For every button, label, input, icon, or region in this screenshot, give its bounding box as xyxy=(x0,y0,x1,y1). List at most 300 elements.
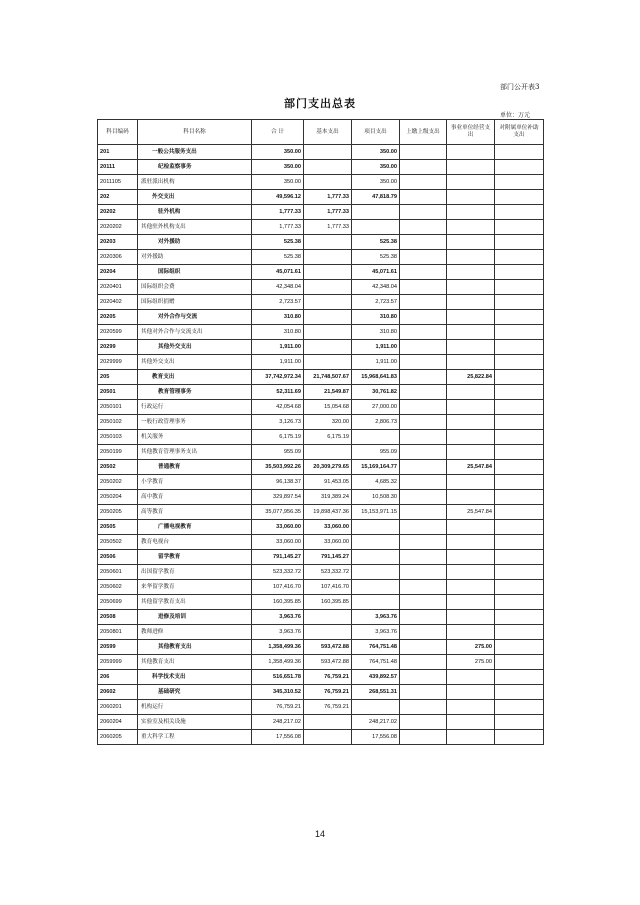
table-row xyxy=(98,685,544,700)
cell-project: 15,968,641.83 xyxy=(352,370,400,385)
cell-business xyxy=(447,430,495,445)
cell-subsidy xyxy=(495,160,544,175)
cell-upper xyxy=(400,625,447,640)
cell-basic: 523,332.72 xyxy=(304,565,352,580)
cell-total: 49,596.12 xyxy=(252,190,304,205)
cell-basic xyxy=(304,610,352,625)
cell-basic xyxy=(304,445,352,460)
cell-upper xyxy=(400,355,447,370)
cell-upper xyxy=(400,445,447,460)
cell-code: 2050103 xyxy=(98,430,138,445)
table-row xyxy=(98,625,544,640)
header-business: 事业单位经营支出 xyxy=(447,120,495,145)
table-row xyxy=(98,415,544,430)
cell-subsidy xyxy=(495,265,544,280)
cell-code: 2020402 xyxy=(98,295,138,310)
cell-code: 205 xyxy=(98,370,138,385)
table-row xyxy=(98,280,544,295)
cell-upper xyxy=(400,685,447,700)
expenditure-table xyxy=(97,119,544,745)
cell-upper xyxy=(400,160,447,175)
cell-name: 一般公共服务支出 xyxy=(138,145,252,160)
cell-subsidy xyxy=(495,700,544,715)
cell-business xyxy=(447,340,495,355)
table-row xyxy=(98,595,544,610)
cell-name: 科学技术支出 xyxy=(138,670,252,685)
cell-upper xyxy=(400,385,447,400)
cell-total: 160,395.85 xyxy=(252,595,304,610)
cell-project xyxy=(352,550,400,565)
cell-code: 20204 xyxy=(98,265,138,280)
cell-basic xyxy=(304,280,352,295)
cell-upper xyxy=(400,145,447,160)
cell-basic: 76,759.21 xyxy=(304,685,352,700)
table-row xyxy=(98,310,544,325)
cell-name: 派驻派出机构 xyxy=(138,175,252,190)
cell-business xyxy=(447,490,495,505)
cell-total: 107,416.70 xyxy=(252,580,304,595)
header-code: 科目编码 xyxy=(98,120,138,145)
cell-basic xyxy=(304,340,352,355)
cell-name: 基础研究 xyxy=(138,685,252,700)
table-row xyxy=(98,175,544,190)
cell-subsidy xyxy=(495,430,544,445)
cell-total: 35,077,956.35 xyxy=(252,505,304,520)
cell-upper xyxy=(400,415,447,430)
cell-code: 20506 xyxy=(98,550,138,565)
cell-project xyxy=(352,700,400,715)
cell-subsidy xyxy=(495,550,544,565)
cell-name: 其他驻外机构支出 xyxy=(138,220,252,235)
cell-total: 45,071.61 xyxy=(252,265,304,280)
header-total: 合 计 xyxy=(252,120,304,145)
cell-basic xyxy=(304,625,352,640)
cell-upper xyxy=(400,280,447,295)
cell-basic: 320.00 xyxy=(304,415,352,430)
cell-code: 2050801 xyxy=(98,625,138,640)
cell-name: 教育管理事务 xyxy=(138,385,252,400)
cell-upper xyxy=(400,205,447,220)
cell-total: 350.00 xyxy=(252,175,304,190)
cell-code: 20505 xyxy=(98,520,138,535)
cell-total: 1,777.33 xyxy=(252,220,304,235)
cell-upper xyxy=(400,310,447,325)
cell-basic: 107,416.70 xyxy=(304,580,352,595)
cell-project xyxy=(352,595,400,610)
cell-basic: 1,777.33 xyxy=(304,205,352,220)
cell-business: 275.00 xyxy=(447,655,495,670)
cell-upper xyxy=(400,595,447,610)
cell-upper xyxy=(400,535,447,550)
cell-upper xyxy=(400,460,447,475)
cell-subsidy xyxy=(495,565,544,580)
cell-business xyxy=(447,535,495,550)
cell-total: 35,503,992.26 xyxy=(252,460,304,475)
cell-code: 2020306 xyxy=(98,250,138,265)
cell-total: 3,963.76 xyxy=(252,610,304,625)
cell-total: 76,759.21 xyxy=(252,700,304,715)
cell-business xyxy=(447,610,495,625)
cell-project: 955.09 xyxy=(352,445,400,460)
cell-total: 1,358,499.36 xyxy=(252,655,304,670)
cell-total: 52,311.69 xyxy=(252,385,304,400)
cell-code: 201 xyxy=(98,145,138,160)
cell-code: 2060204 xyxy=(98,715,138,730)
cell-project: 268,551.31 xyxy=(352,685,400,700)
cell-upper xyxy=(400,655,447,670)
cell-name: 普通教育 xyxy=(138,460,252,475)
cell-name: 国际组织 xyxy=(138,265,252,280)
table-row xyxy=(98,640,544,655)
header-project: 项目支出 xyxy=(352,120,400,145)
table-row xyxy=(98,715,544,730)
table-row xyxy=(98,400,544,415)
cell-subsidy xyxy=(495,385,544,400)
cell-business xyxy=(447,475,495,490)
table-header-row xyxy=(98,120,544,145)
table-row xyxy=(98,460,544,475)
cell-total: 516,651.78 xyxy=(252,670,304,685)
cell-total: 33,060.00 xyxy=(252,535,304,550)
table-row xyxy=(98,340,544,355)
cell-upper xyxy=(400,670,447,685)
cell-name: 其他教育管理事务支出 xyxy=(138,445,252,460)
cell-basic: 319,389.24 xyxy=(304,490,352,505)
cell-name: 高等教育 xyxy=(138,505,252,520)
cell-business xyxy=(447,670,495,685)
cell-name: 进修及培训 xyxy=(138,610,252,625)
cell-subsidy xyxy=(495,610,544,625)
cell-name: 其他对外合作与交流支出 xyxy=(138,325,252,340)
cell-subsidy xyxy=(495,490,544,505)
cell-project: 2,723.57 xyxy=(352,295,400,310)
cell-code: 206 xyxy=(98,670,138,685)
cell-upper xyxy=(400,340,447,355)
cell-name: 高中教育 xyxy=(138,490,252,505)
cell-upper xyxy=(400,640,447,655)
cell-project: 42,348.04 xyxy=(352,280,400,295)
cell-business xyxy=(447,700,495,715)
table-row xyxy=(98,160,544,175)
cell-project xyxy=(352,565,400,580)
cell-name: 对外援助 xyxy=(138,235,252,250)
cell-name: 实验室及相关设施 xyxy=(138,715,252,730)
cell-business: 25,547.84 xyxy=(447,505,495,520)
cell-code: 20203 xyxy=(98,235,138,250)
cell-business xyxy=(447,205,495,220)
cell-code: 2050202 xyxy=(98,475,138,490)
cell-business: 275.00 xyxy=(447,640,495,655)
cell-upper xyxy=(400,325,447,340)
cell-upper xyxy=(400,610,447,625)
cell-basic xyxy=(304,265,352,280)
table-row xyxy=(98,520,544,535)
cell-subsidy xyxy=(495,235,544,250)
cell-total: 3,963.76 xyxy=(252,625,304,640)
cell-project xyxy=(352,205,400,220)
header-upper: 上缴上级支出 xyxy=(400,120,447,145)
cell-business xyxy=(447,265,495,280)
cell-subsidy xyxy=(495,475,544,490)
cell-total: 33,060.00 xyxy=(252,520,304,535)
cell-project: 439,892.57 xyxy=(352,670,400,685)
cell-basic xyxy=(304,175,352,190)
cell-basic: 21,549.87 xyxy=(304,385,352,400)
cell-project: 310.80 xyxy=(352,325,400,340)
header-basic: 基本支出 xyxy=(304,120,352,145)
cell-total: 791,145.27 xyxy=(252,550,304,565)
cell-name: 对外合作与交流 xyxy=(138,310,252,325)
cell-subsidy xyxy=(495,445,544,460)
table-row xyxy=(98,355,544,370)
cell-subsidy xyxy=(495,535,544,550)
cell-project: 764,751.48 xyxy=(352,640,400,655)
cell-project: 10,508.30 xyxy=(352,490,400,505)
cell-project: 3,963.76 xyxy=(352,610,400,625)
cell-upper xyxy=(400,520,447,535)
cell-total: 6,175.19 xyxy=(252,430,304,445)
cell-upper xyxy=(400,400,447,415)
cell-name: 小学教育 xyxy=(138,475,252,490)
cell-code: 2060205 xyxy=(98,730,138,745)
cell-project: 310.80 xyxy=(352,310,400,325)
cell-code: 2050205 xyxy=(98,505,138,520)
cell-total: 350.00 xyxy=(252,160,304,175)
cell-code: 20501 xyxy=(98,385,138,400)
table-row xyxy=(98,190,544,205)
cell-code: 20602 xyxy=(98,685,138,700)
table-row xyxy=(98,235,544,250)
cell-basic xyxy=(304,145,352,160)
cell-basic xyxy=(304,715,352,730)
cell-subsidy xyxy=(495,280,544,295)
table-row xyxy=(98,430,544,445)
cell-total: 96,138.37 xyxy=(252,475,304,490)
cell-business xyxy=(447,400,495,415)
table-row xyxy=(98,730,544,745)
cell-business xyxy=(447,355,495,370)
cell-basic xyxy=(304,310,352,325)
cell-project: 47,818.79 xyxy=(352,190,400,205)
cell-total: 350.00 xyxy=(252,145,304,160)
cell-total: 42,054.68 xyxy=(252,400,304,415)
cell-name: 机关服务 xyxy=(138,430,252,445)
cell-upper xyxy=(400,715,447,730)
cell-code: 20111 xyxy=(98,160,138,175)
cell-business xyxy=(447,280,495,295)
cell-basic: 33,060.00 xyxy=(304,535,352,550)
cell-subsidy xyxy=(495,400,544,415)
cell-project: 1,911.00 xyxy=(352,340,400,355)
cell-basic: 91,453.05 xyxy=(304,475,352,490)
cell-subsidy xyxy=(495,175,544,190)
cell-project xyxy=(352,535,400,550)
cell-code: 2020202 xyxy=(98,220,138,235)
cell-subsidy xyxy=(495,415,544,430)
cell-upper xyxy=(400,370,447,385)
cell-basic: 20,309,279.65 xyxy=(304,460,352,475)
cell-subsidy xyxy=(495,460,544,475)
cell-basic xyxy=(304,235,352,250)
cell-subsidy xyxy=(495,325,544,340)
cell-subsidy xyxy=(495,730,544,745)
cell-total: 2,723.57 xyxy=(252,295,304,310)
table-row xyxy=(98,250,544,265)
page-number: 14 xyxy=(314,829,325,839)
cell-project: 525.38 xyxy=(352,250,400,265)
table-row xyxy=(98,145,544,160)
cell-upper xyxy=(400,730,447,745)
cell-code: 202 xyxy=(98,190,138,205)
cell-basic: 6,175.19 xyxy=(304,430,352,445)
cell-total: 955.09 xyxy=(252,445,304,460)
cell-total: 1,911.00 xyxy=(252,355,304,370)
cell-business xyxy=(447,595,495,610)
cell-name: 行政运行 xyxy=(138,400,252,415)
cell-business xyxy=(447,550,495,565)
table-row xyxy=(98,445,544,460)
table-row xyxy=(98,490,544,505)
table-row xyxy=(98,370,544,385)
cell-code: 2050204 xyxy=(98,490,138,505)
cell-project: 3,963.76 xyxy=(352,625,400,640)
cell-total: 329,897.54 xyxy=(252,490,304,505)
cell-upper xyxy=(400,175,447,190)
cell-code: 2029999 xyxy=(98,355,138,370)
cell-name: 国际组织捐赠 xyxy=(138,295,252,310)
cell-code: 2050699 xyxy=(98,595,138,610)
cell-name: 一般行政管理事务 xyxy=(138,415,252,430)
cell-code: 20202 xyxy=(98,205,138,220)
cell-upper xyxy=(400,295,447,310)
cell-name: 广播电视教育 xyxy=(138,520,252,535)
cell-project: 45,071.61 xyxy=(352,265,400,280)
cell-code: 20299 xyxy=(98,340,138,355)
cell-project: 525.38 xyxy=(352,235,400,250)
cell-code: 2050102 xyxy=(98,415,138,430)
cell-upper xyxy=(400,430,447,445)
cell-total: 3,126.73 xyxy=(252,415,304,430)
cell-basic: 15,054.68 xyxy=(304,400,352,415)
cell-basic: 1,777.33 xyxy=(304,220,352,235)
cell-basic xyxy=(304,160,352,175)
cell-business xyxy=(447,295,495,310)
cell-project: 350.00 xyxy=(352,175,400,190)
cell-name: 国际组织会费 xyxy=(138,280,252,295)
header-name: 科目名称 xyxy=(138,120,252,145)
cell-basic: 21,748,507.67 xyxy=(304,370,352,385)
cell-name: 教师进修 xyxy=(138,625,252,640)
cell-business xyxy=(447,685,495,700)
cell-subsidy xyxy=(495,670,544,685)
cell-code: 20502 xyxy=(98,460,138,475)
cell-basic: 791,145.27 xyxy=(304,550,352,565)
cell-business xyxy=(447,220,495,235)
cell-subsidy xyxy=(495,580,544,595)
cell-code: 2050601 xyxy=(98,565,138,580)
cell-code: 20508 xyxy=(98,610,138,625)
cell-upper xyxy=(400,190,447,205)
table-row xyxy=(98,505,544,520)
cell-business xyxy=(447,520,495,535)
cell-business xyxy=(447,190,495,205)
cell-total: 1,777.33 xyxy=(252,205,304,220)
cell-total: 42,348.04 xyxy=(252,280,304,295)
cell-basic xyxy=(304,325,352,340)
cell-total: 345,310.52 xyxy=(252,685,304,700)
cell-business xyxy=(447,385,495,400)
cell-project: 350.00 xyxy=(352,145,400,160)
cell-project xyxy=(352,430,400,445)
cell-code: 2050101 xyxy=(98,400,138,415)
table-row xyxy=(98,670,544,685)
cell-total: 525.38 xyxy=(252,235,304,250)
cell-business xyxy=(447,445,495,460)
table-row xyxy=(98,265,544,280)
cell-upper xyxy=(400,700,447,715)
cell-subsidy xyxy=(495,205,544,220)
cell-business xyxy=(447,715,495,730)
cell-business xyxy=(447,325,495,340)
cell-upper xyxy=(400,505,447,520)
table-row xyxy=(98,610,544,625)
cell-subsidy xyxy=(495,640,544,655)
table-row xyxy=(98,535,544,550)
table-row xyxy=(98,550,544,565)
table-body xyxy=(98,145,544,745)
cell-code: 2059999 xyxy=(98,655,138,670)
cell-basic xyxy=(304,730,352,745)
cell-project: 350.00 xyxy=(352,160,400,175)
cell-basic: 593,472.88 xyxy=(304,640,352,655)
cell-business xyxy=(447,730,495,745)
cell-name: 其他留学教育支出 xyxy=(138,595,252,610)
cell-subsidy xyxy=(495,145,544,160)
cell-upper xyxy=(400,235,447,250)
cell-project: 17,556.08 xyxy=(352,730,400,745)
cell-subsidy xyxy=(495,355,544,370)
cell-total: 310.80 xyxy=(252,310,304,325)
cell-basic: 76,759.21 xyxy=(304,700,352,715)
cell-code: 20599 xyxy=(98,640,138,655)
cell-total: 248,217.02 xyxy=(252,715,304,730)
cell-upper xyxy=(400,550,447,565)
cell-project: 764,751.48 xyxy=(352,655,400,670)
table-row xyxy=(98,655,544,670)
cell-subsidy xyxy=(495,220,544,235)
table-row xyxy=(98,700,544,715)
cell-project: 27,000.00 xyxy=(352,400,400,415)
cell-basic: 19,898,437.36 xyxy=(304,505,352,520)
table-row xyxy=(98,325,544,340)
cell-subsidy xyxy=(495,190,544,205)
cell-name: 其他教育支出 xyxy=(138,640,252,655)
cell-name: 外交支出 xyxy=(138,190,252,205)
cell-basic: 593,472.88 xyxy=(304,655,352,670)
cell-name: 出国留学教育 xyxy=(138,565,252,580)
cell-code: 2011105 xyxy=(98,175,138,190)
cell-subsidy xyxy=(495,520,544,535)
table-row xyxy=(98,580,544,595)
cell-business: 25,547.84 xyxy=(447,460,495,475)
cell-subsidy xyxy=(495,340,544,355)
cell-name: 其他外交支出 xyxy=(138,355,252,370)
cell-subsidy xyxy=(495,715,544,730)
cell-upper xyxy=(400,250,447,265)
cell-business xyxy=(447,160,495,175)
cell-upper xyxy=(400,565,447,580)
cell-name: 其他教育支出 xyxy=(138,655,252,670)
